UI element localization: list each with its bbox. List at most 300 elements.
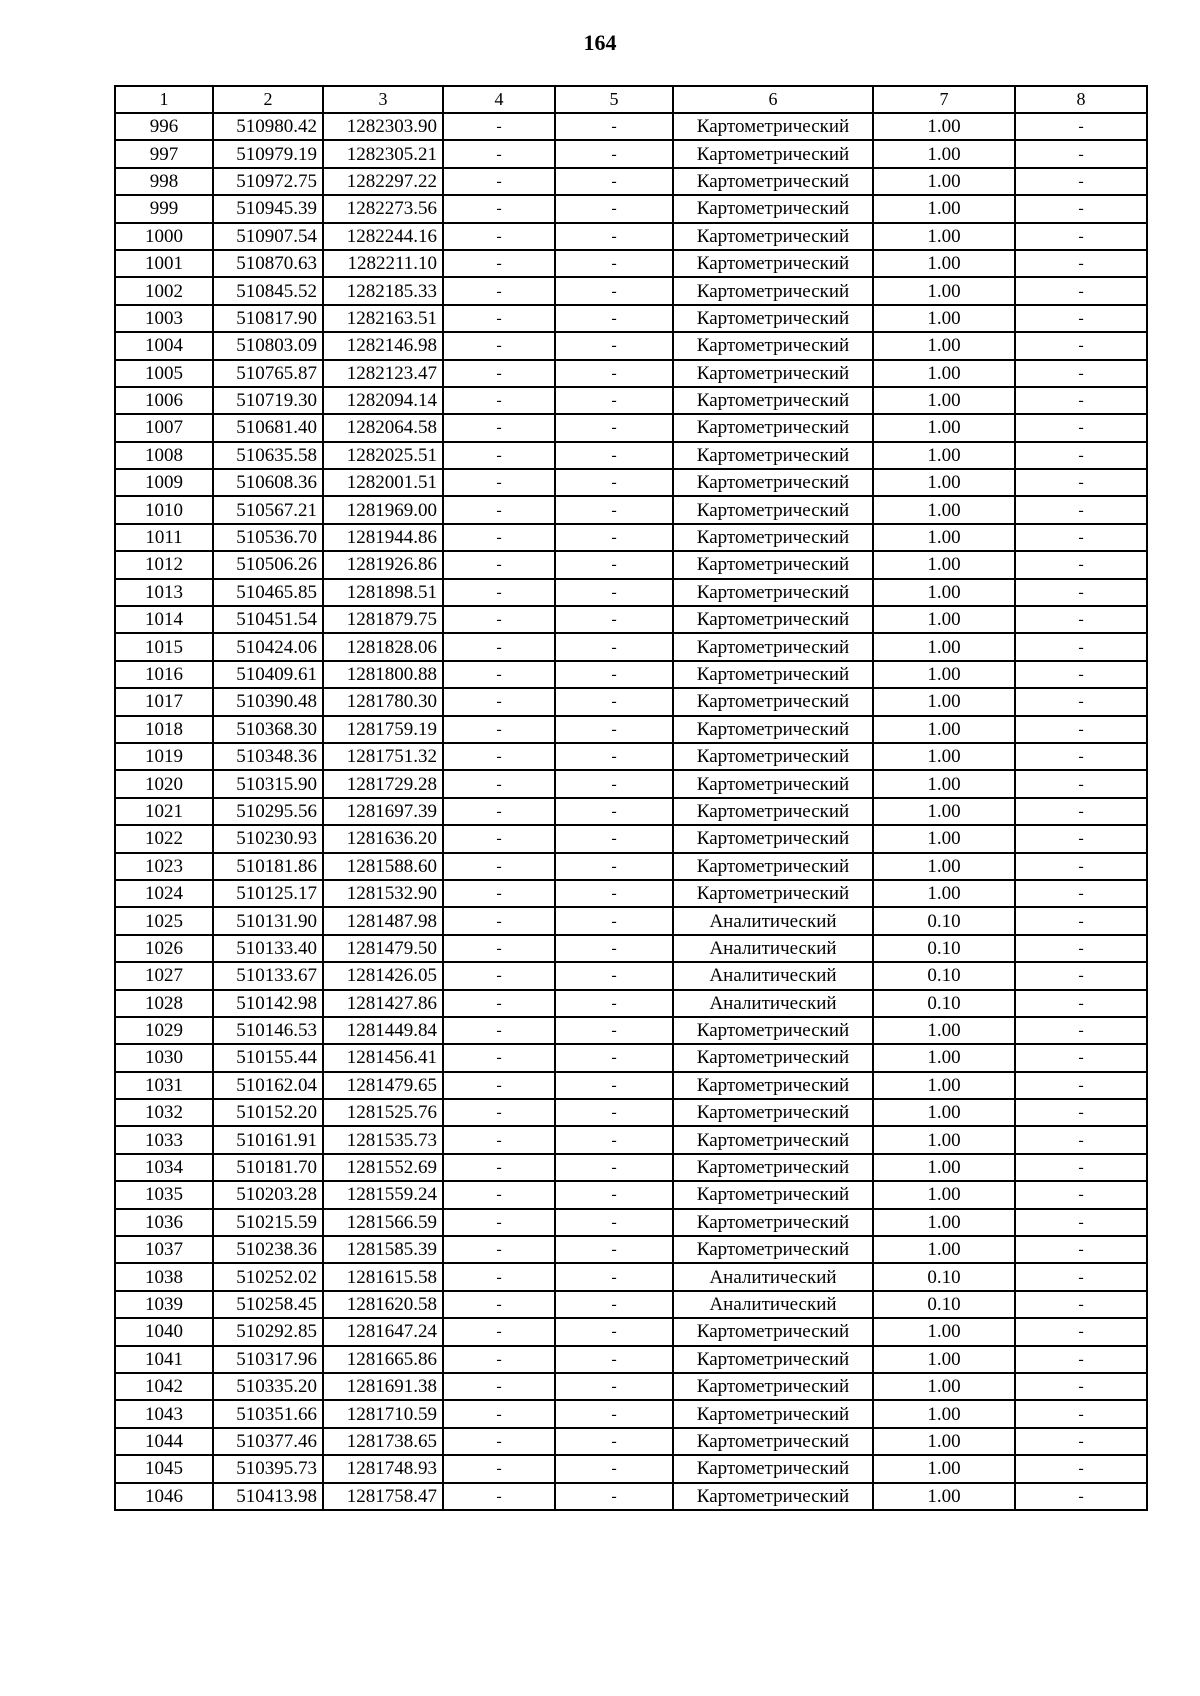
- x-coordinate-cell: 510230.93: [213, 825, 323, 852]
- column-8-cell: -: [1015, 1099, 1147, 1126]
- accuracy-cell: 1.00: [873, 688, 1015, 715]
- column-8-cell: -: [1015, 1291, 1147, 1318]
- x-coordinate-cell: 510155.44: [213, 1044, 323, 1071]
- column-8-cell: -: [1015, 1455, 1147, 1482]
- y-coordinate-cell: 1281697.39: [323, 798, 443, 825]
- column-4-cell: -: [443, 305, 555, 332]
- point-number-cell: 996: [115, 113, 213, 140]
- accuracy-cell: 1.00: [873, 1346, 1015, 1373]
- y-coordinate-cell: 1281969.00: [323, 496, 443, 523]
- table-row: [115, 1373, 1147, 1400]
- column-5-cell: -: [555, 1236, 673, 1263]
- column-5-cell: -: [555, 853, 673, 880]
- column-header-7: 7: [873, 86, 1015, 113]
- method-cell: Картометрический: [673, 1318, 873, 1345]
- column-5-cell: -: [555, 1072, 673, 1099]
- column-4-cell: -: [443, 496, 555, 523]
- y-coordinate-cell: 1281566.59: [323, 1209, 443, 1236]
- table-row: [115, 633, 1147, 660]
- point-number-cell: 1026: [115, 935, 213, 962]
- point-number-cell: 1005: [115, 360, 213, 387]
- point-number-cell: 1017: [115, 688, 213, 715]
- accuracy-cell: 1.00: [873, 1483, 1015, 1510]
- x-coordinate-cell: 510980.42: [213, 113, 323, 140]
- x-coordinate-cell: 510152.20: [213, 1099, 323, 1126]
- column-5-cell: -: [555, 305, 673, 332]
- method-cell: Картометрический: [673, 1126, 873, 1153]
- point-number-cell: 1035: [115, 1181, 213, 1208]
- point-number-cell: 1011: [115, 524, 213, 551]
- column-8-cell: -: [1015, 770, 1147, 797]
- point-number-cell: 1022: [115, 825, 213, 852]
- method-cell: Картометрический: [673, 579, 873, 606]
- y-coordinate-cell: 1281748.93: [323, 1455, 443, 1482]
- table-row: [115, 606, 1147, 633]
- accuracy-cell: 1.00: [873, 579, 1015, 606]
- point-number-cell: 1044: [115, 1428, 213, 1455]
- column-8-cell: -: [1015, 907, 1147, 934]
- accuracy-cell: 1.00: [873, 1126, 1015, 1153]
- column-8-cell: -: [1015, 1044, 1147, 1071]
- column-8-cell: -: [1015, 414, 1147, 441]
- table-row: [115, 962, 1147, 989]
- column-5-cell: -: [555, 332, 673, 359]
- y-coordinate-cell: 1282094.14: [323, 387, 443, 414]
- point-number-cell: 1042: [115, 1373, 213, 1400]
- method-cell: Картометрический: [673, 1346, 873, 1373]
- table-row: [115, 496, 1147, 523]
- x-coordinate-cell: 510536.70: [213, 524, 323, 551]
- point-number-cell: 1016: [115, 661, 213, 688]
- table-row: [115, 469, 1147, 496]
- x-coordinate-cell: 510972.75: [213, 168, 323, 195]
- accuracy-cell: 1.00: [873, 1428, 1015, 1455]
- y-coordinate-cell: 1282297.22: [323, 168, 443, 195]
- column-8-cell: -: [1015, 1154, 1147, 1181]
- accuracy-cell: 1.00: [873, 880, 1015, 907]
- accuracy-cell: 1.00: [873, 1400, 1015, 1427]
- point-number-cell: 1020: [115, 770, 213, 797]
- table-row: [115, 743, 1147, 770]
- column-8-cell: -: [1015, 579, 1147, 606]
- x-coordinate-cell: 510142.98: [213, 990, 323, 1017]
- column-8-cell: -: [1015, 853, 1147, 880]
- y-coordinate-cell: 1281535.73: [323, 1126, 443, 1153]
- method-cell: Картометрический: [673, 524, 873, 551]
- column-5-cell: -: [555, 1318, 673, 1345]
- table-row: [115, 250, 1147, 277]
- column-8-cell: -: [1015, 140, 1147, 167]
- x-coordinate-cell: 510292.85: [213, 1318, 323, 1345]
- x-coordinate-cell: 510377.46: [213, 1428, 323, 1455]
- column-4-cell: -: [443, 1209, 555, 1236]
- y-coordinate-cell: 1281647.24: [323, 1318, 443, 1345]
- column-8-cell: -: [1015, 442, 1147, 469]
- accuracy-cell: 1.00: [873, 770, 1015, 797]
- column-5-cell: -: [555, 1428, 673, 1455]
- column-header-2: 2: [213, 86, 323, 113]
- x-coordinate-cell: 510945.39: [213, 195, 323, 222]
- column-8-cell: -: [1015, 935, 1147, 962]
- point-number-cell: 1032: [115, 1099, 213, 1126]
- column-5-cell: -: [555, 990, 673, 1017]
- column-8-cell: -: [1015, 716, 1147, 743]
- column-8-cell: -: [1015, 305, 1147, 332]
- column-8-cell: -: [1015, 1263, 1147, 1290]
- x-coordinate-cell: 510351.66: [213, 1400, 323, 1427]
- column-4-cell: -: [443, 414, 555, 441]
- y-coordinate-cell: 1281615.58: [323, 1263, 443, 1290]
- column-5-cell: -: [555, 1455, 673, 1482]
- table-row: [115, 414, 1147, 441]
- column-4-cell: -: [443, 1428, 555, 1455]
- accuracy-cell: 0.10: [873, 935, 1015, 962]
- column-header-8: 8: [1015, 86, 1147, 113]
- column-5-cell: -: [555, 496, 673, 523]
- y-coordinate-cell: 1281449.84: [323, 1017, 443, 1044]
- accuracy-cell: 1.00: [873, 1236, 1015, 1263]
- point-number-cell: 1019: [115, 743, 213, 770]
- accuracy-cell: 1.00: [873, 414, 1015, 441]
- x-coordinate-cell: 510133.40: [213, 935, 323, 962]
- x-coordinate-cell: 510870.63: [213, 250, 323, 277]
- column-4-cell: -: [443, 661, 555, 688]
- method-cell: Картометрический: [673, 770, 873, 797]
- accuracy-cell: 1.00: [873, 305, 1015, 332]
- column-4-cell: -: [443, 223, 555, 250]
- y-coordinate-cell: 1282211.10: [323, 250, 443, 277]
- column-8-cell: -: [1015, 360, 1147, 387]
- method-cell: Аналитический: [673, 962, 873, 989]
- column-8-cell: -: [1015, 661, 1147, 688]
- column-4-cell: -: [443, 1483, 555, 1510]
- table-row: [115, 990, 1147, 1017]
- x-coordinate-cell: 510390.48: [213, 688, 323, 715]
- column-8-cell: -: [1015, 633, 1147, 660]
- x-coordinate-cell: 510424.06: [213, 633, 323, 660]
- y-coordinate-cell: 1281729.28: [323, 770, 443, 797]
- x-coordinate-cell: 510181.70: [213, 1154, 323, 1181]
- method-cell: Картометрический: [673, 825, 873, 852]
- column-8-cell: -: [1015, 1072, 1147, 1099]
- column-8-cell: -: [1015, 496, 1147, 523]
- x-coordinate-cell: 510979.19: [213, 140, 323, 167]
- column-5-cell: -: [555, 551, 673, 578]
- page-number: 164: [583, 30, 617, 55]
- point-number-cell: 998: [115, 168, 213, 195]
- column-5-cell: -: [555, 469, 673, 496]
- x-coordinate-cell: 510907.54: [213, 223, 323, 250]
- column-4-cell: -: [443, 1373, 555, 1400]
- method-cell: Картометрический: [673, 360, 873, 387]
- point-number-cell: 1004: [115, 332, 213, 359]
- y-coordinate-cell: 1281636.20: [323, 825, 443, 852]
- accuracy-cell: 1.00: [873, 853, 1015, 880]
- method-cell: Картометрический: [673, 1154, 873, 1181]
- column-4-cell: -: [443, 1455, 555, 1482]
- column-header-1: 1: [115, 86, 213, 113]
- table-row: [115, 1291, 1147, 1318]
- x-coordinate-cell: 510719.30: [213, 387, 323, 414]
- column-4-cell: -: [443, 442, 555, 469]
- table-row: [115, 825, 1147, 852]
- column-4-cell: -: [443, 332, 555, 359]
- y-coordinate-cell: 1282123.47: [323, 360, 443, 387]
- point-number-cell: 1024: [115, 880, 213, 907]
- point-number-cell: 1009: [115, 469, 213, 496]
- x-coordinate-cell: 510409.61: [213, 661, 323, 688]
- accuracy-cell: 1.00: [873, 825, 1015, 852]
- accuracy-cell: 1.00: [873, 1044, 1015, 1071]
- column-8-cell: -: [1015, 332, 1147, 359]
- column-4-cell: -: [443, 1318, 555, 1345]
- point-number-cell: 1015: [115, 633, 213, 660]
- column-5-cell: -: [555, 1346, 673, 1373]
- x-coordinate-cell: 510215.59: [213, 1209, 323, 1236]
- table-row: [115, 716, 1147, 743]
- column-4-cell: -: [443, 277, 555, 304]
- method-cell: Картометрический: [673, 606, 873, 633]
- point-number-cell: 1034: [115, 1154, 213, 1181]
- method-cell: Аналитический: [673, 1263, 873, 1290]
- column-8-cell: -: [1015, 1346, 1147, 1373]
- column-5-cell: -: [555, 223, 673, 250]
- point-number-cell: 1025: [115, 907, 213, 934]
- y-coordinate-cell: 1282244.16: [323, 223, 443, 250]
- method-cell: Картометрический: [673, 1373, 873, 1400]
- x-coordinate-cell: 510181.86: [213, 853, 323, 880]
- table-row: [115, 1181, 1147, 1208]
- column-8-cell: -: [1015, 1209, 1147, 1236]
- table-row: [115, 1072, 1147, 1099]
- point-number-cell: 1033: [115, 1126, 213, 1153]
- column-5-cell: -: [555, 1154, 673, 1181]
- column-5-cell: -: [555, 633, 673, 660]
- x-coordinate-cell: 510348.36: [213, 743, 323, 770]
- accuracy-cell: 0.10: [873, 962, 1015, 989]
- table-row: [115, 935, 1147, 962]
- accuracy-cell: 0.10: [873, 1291, 1015, 1318]
- column-5-cell: -: [555, 387, 673, 414]
- accuracy-cell: 1.00: [873, 661, 1015, 688]
- accuracy-cell: 1.00: [873, 1318, 1015, 1345]
- column-5-cell: -: [555, 1263, 673, 1290]
- column-5-cell: -: [555, 579, 673, 606]
- column-4-cell: -: [443, 1181, 555, 1208]
- method-cell: Картометрический: [673, 469, 873, 496]
- table-row: [115, 1455, 1147, 1482]
- column-8-cell: -: [1015, 113, 1147, 140]
- y-coordinate-cell: 1281710.59: [323, 1400, 443, 1427]
- method-cell: Аналитический: [673, 990, 873, 1017]
- point-number-cell: 1046: [115, 1483, 213, 1510]
- method-cell: Картометрический: [673, 168, 873, 195]
- coordinates-table: [114, 85, 1148, 1511]
- x-coordinate-cell: 510368.30: [213, 716, 323, 743]
- column-5-cell: -: [555, 1099, 673, 1126]
- x-coordinate-cell: 510681.40: [213, 414, 323, 441]
- accuracy-cell: 1.00: [873, 1181, 1015, 1208]
- method-cell: Картометрический: [673, 688, 873, 715]
- method-cell: Картометрический: [673, 1209, 873, 1236]
- point-number-cell: 1030: [115, 1044, 213, 1071]
- method-cell: Картометрический: [673, 743, 873, 770]
- x-coordinate-cell: 510252.02: [213, 1263, 323, 1290]
- accuracy-cell: 1.00: [873, 223, 1015, 250]
- column-4-cell: -: [443, 716, 555, 743]
- column-8-cell: -: [1015, 990, 1147, 1017]
- column-4-cell: -: [443, 387, 555, 414]
- point-number-cell: 1012: [115, 551, 213, 578]
- accuracy-cell: 1.00: [873, 1154, 1015, 1181]
- accuracy-cell: 1.00: [873, 633, 1015, 660]
- x-coordinate-cell: 510845.52: [213, 277, 323, 304]
- accuracy-cell: 1.00: [873, 1209, 1015, 1236]
- column-5-cell: -: [555, 1044, 673, 1071]
- column-8-cell: -: [1015, 551, 1147, 578]
- column-5-cell: -: [555, 360, 673, 387]
- column-8-cell: -: [1015, 688, 1147, 715]
- y-coordinate-cell: 1281620.58: [323, 1291, 443, 1318]
- column-5-cell: -: [555, 743, 673, 770]
- x-coordinate-cell: 510803.09: [213, 332, 323, 359]
- method-cell: Картометрический: [673, 1044, 873, 1071]
- point-number-cell: 1031: [115, 1072, 213, 1099]
- method-cell: Аналитический: [673, 907, 873, 934]
- point-number-cell: 1045: [115, 1455, 213, 1482]
- column-8-cell: -: [1015, 223, 1147, 250]
- column-5-cell: -: [555, 1400, 673, 1427]
- column-5-cell: -: [555, 1126, 673, 1153]
- accuracy-cell: 1.00: [873, 716, 1015, 743]
- method-cell: Картометрический: [673, 1099, 873, 1126]
- column-8-cell: -: [1015, 1483, 1147, 1510]
- column-4-cell: -: [443, 1017, 555, 1044]
- method-cell: Картометрический: [673, 496, 873, 523]
- y-coordinate-cell: 1281926.86: [323, 551, 443, 578]
- accuracy-cell: 1.00: [873, 743, 1015, 770]
- table-row: [115, 907, 1147, 934]
- accuracy-cell: 1.00: [873, 1072, 1015, 1099]
- column-8-cell: -: [1015, 469, 1147, 496]
- method-cell: Картометрический: [673, 1455, 873, 1482]
- table-row: [115, 579, 1147, 606]
- x-coordinate-cell: 510146.53: [213, 1017, 323, 1044]
- y-coordinate-cell: 1282025.51: [323, 442, 443, 469]
- column-8-cell: -: [1015, 195, 1147, 222]
- method-cell: Картометрический: [673, 1017, 873, 1044]
- table-row: [115, 1126, 1147, 1153]
- method-cell: Картометрический: [673, 1400, 873, 1427]
- column-8-cell: -: [1015, 1318, 1147, 1345]
- y-coordinate-cell: 1281552.69: [323, 1154, 443, 1181]
- point-number-cell: 1021: [115, 798, 213, 825]
- x-coordinate-cell: 510635.58: [213, 442, 323, 469]
- column-8-cell: -: [1015, 962, 1147, 989]
- column-5-cell: -: [555, 661, 673, 688]
- method-cell: Картометрический: [673, 1181, 873, 1208]
- y-coordinate-cell: 1281751.32: [323, 743, 443, 770]
- point-number-cell: 1014: [115, 606, 213, 633]
- column-5-cell: -: [555, 1181, 673, 1208]
- y-coordinate-cell: 1281456.41: [323, 1044, 443, 1071]
- column-5-cell: -: [555, 414, 673, 441]
- y-coordinate-cell: 1281427.86: [323, 990, 443, 1017]
- accuracy-cell: 1.00: [873, 1455, 1015, 1482]
- x-coordinate-cell: 510817.90: [213, 305, 323, 332]
- x-coordinate-cell: 510238.36: [213, 1236, 323, 1263]
- column-4-cell: -: [443, 1263, 555, 1290]
- column-4-cell: -: [443, 469, 555, 496]
- table-row: [115, 1209, 1147, 1236]
- x-coordinate-cell: 510451.54: [213, 606, 323, 633]
- accuracy-cell: 0.10: [873, 990, 1015, 1017]
- column-4-cell: -: [443, 250, 555, 277]
- column-header-5: 5: [555, 86, 673, 113]
- column-5-cell: -: [555, 907, 673, 934]
- table-row: [115, 1044, 1147, 1071]
- x-coordinate-cell: 510315.90: [213, 770, 323, 797]
- column-5-cell: -: [555, 606, 673, 633]
- x-coordinate-cell: 510608.36: [213, 469, 323, 496]
- accuracy-cell: 1.00: [873, 195, 1015, 222]
- column-4-cell: -: [443, 1154, 555, 1181]
- y-coordinate-cell: 1281665.86: [323, 1346, 443, 1373]
- x-coordinate-cell: 510162.04: [213, 1072, 323, 1099]
- column-header-3: 3: [323, 86, 443, 113]
- point-number-cell: 1041: [115, 1346, 213, 1373]
- column-5-cell: -: [555, 962, 673, 989]
- table-row: [115, 223, 1147, 250]
- column-4-cell: -: [443, 1346, 555, 1373]
- table-row: [115, 113, 1147, 140]
- point-number-cell: 1023: [115, 853, 213, 880]
- table-row: [115, 880, 1147, 907]
- column-header-4: 4: [443, 86, 555, 113]
- column-4-cell: -: [443, 825, 555, 852]
- point-number-cell: 1013: [115, 579, 213, 606]
- table-row: [115, 277, 1147, 304]
- column-4-cell: -: [443, 853, 555, 880]
- method-cell: Картометрический: [673, 140, 873, 167]
- column-8-cell: -: [1015, 825, 1147, 852]
- column-5-cell: -: [555, 825, 673, 852]
- column-4-cell: -: [443, 606, 555, 633]
- column-5-cell: -: [555, 442, 673, 469]
- method-cell: Картометрический: [673, 113, 873, 140]
- column-5-cell: -: [555, 880, 673, 907]
- method-cell: Картометрический: [673, 305, 873, 332]
- column-4-cell: -: [443, 880, 555, 907]
- column-5-cell: -: [555, 524, 673, 551]
- column-8-cell: -: [1015, 606, 1147, 633]
- point-number-cell: 1036: [115, 1209, 213, 1236]
- y-coordinate-cell: 1281525.76: [323, 1099, 443, 1126]
- method-cell: Картометрический: [673, 277, 873, 304]
- method-cell: Картометрический: [673, 853, 873, 880]
- table-row: [115, 1236, 1147, 1263]
- point-number-cell: 1000: [115, 223, 213, 250]
- column-5-cell: -: [555, 770, 673, 797]
- accuracy-cell: 1.00: [873, 798, 1015, 825]
- column-4-cell: -: [443, 1126, 555, 1153]
- y-coordinate-cell: 1282305.21: [323, 140, 443, 167]
- y-coordinate-cell: 1282163.51: [323, 305, 443, 332]
- table-row: [115, 798, 1147, 825]
- column-5-cell: -: [555, 716, 673, 743]
- table-row: [115, 1428, 1147, 1455]
- method-cell: Картометрический: [673, 1428, 873, 1455]
